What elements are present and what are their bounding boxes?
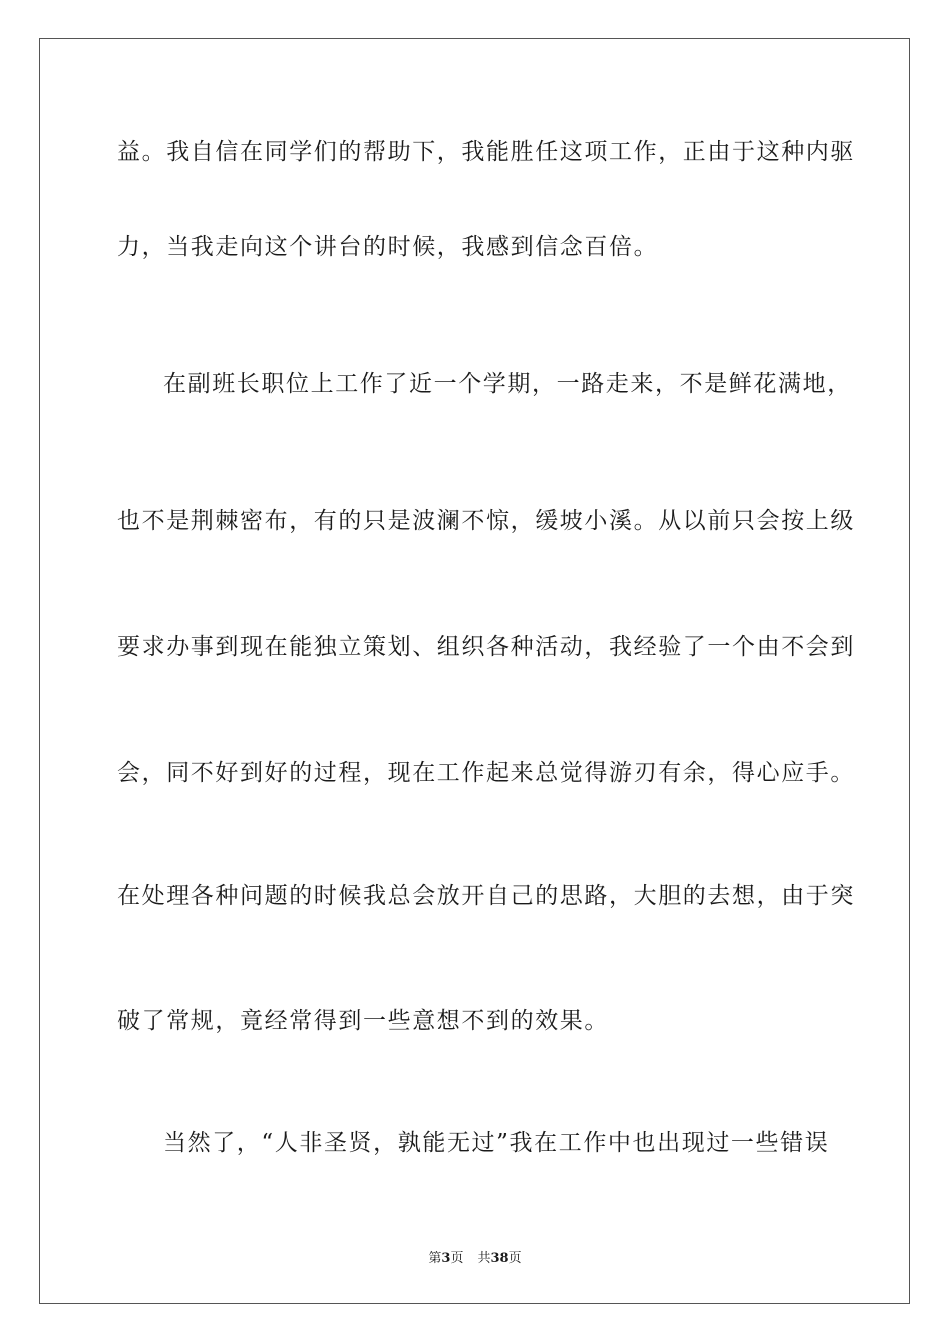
- total-pages: 38: [490, 1251, 509, 1266]
- page-number: 3: [441, 1251, 451, 1266]
- total-suffix: 页: [508, 1251, 522, 1266]
- paragraph-line: 力，当我走向这个讲台的时候，我感到信念百倍。: [117, 234, 659, 260]
- total-prefix: 共: [477, 1251, 491, 1266]
- paragraph-line: 破了常规，竟经常得到一些意想不到的效果。: [117, 1008, 609, 1034]
- paragraph-line: 当然了，“人非圣贤，孰能无过”我在工作中也出现过一些错误: [163, 1130, 830, 1156]
- paragraph-line: 也不是荆棘密布，有的只是波澜不惊，缓坡小溪。从以前只会按上级: [117, 508, 855, 534]
- paragraph-line: 在处理各种问题的时候我总会放开自己的思路，大胆的去想，由于突: [117, 883, 855, 909]
- page-prefix: 第: [428, 1251, 442, 1266]
- paragraph-line: 会，同不好到好的过程，现在工作起来总觉得游刃有余，得心应手。: [117, 760, 855, 786]
- paragraph-line: 要求办事到现在能独立策划、组织各种活动，我经验了一个由不会到: [117, 634, 855, 660]
- paragraph-line: 益。我自信在同学们的帮助下，我能胜任这项工作，正由于这种内驱: [117, 139, 855, 165]
- paragraph-line: 在副班长职位上工作了近一个学期，一路走来，不是鲜花满地，: [163, 371, 852, 397]
- page-suffix: 页: [450, 1251, 464, 1266]
- page-footer: [0, 1247, 950, 1266]
